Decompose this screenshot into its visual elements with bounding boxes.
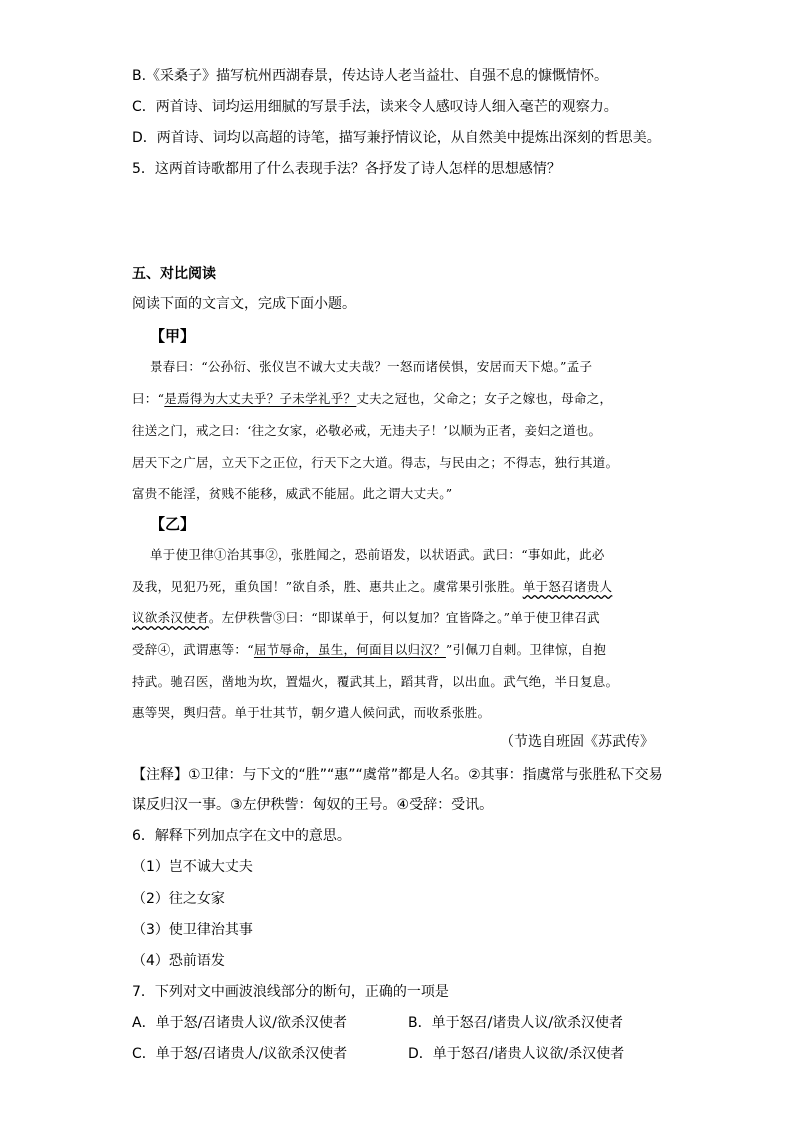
- q7-option-c: C．单于怒/召诸贵人/议欲杀汉使者: [132, 1046, 348, 1062]
- q7-option-d: D．单于怒召/诸贵人议欲/杀汉使者: [408, 1046, 625, 1062]
- q7-option-a: A．单于怒/召诸贵人议/欲杀汉使者: [132, 1015, 348, 1031]
- underlined-text: 是焉得为大丈夫乎？子未学礼乎？: [164, 391, 357, 406]
- passage-jia-line: 景春曰：“公孙衍、张仪岂不诚大丈夫哉？一怒而诸侯惧，安居而天下熄。”孟子: [150, 359, 593, 374]
- passage-yi-line: 单于使卫律①治其事②，张胜闻之，恐前语发，以状语武。武曰：“事如此，此必: [150, 547, 605, 562]
- text-span: 受辞④，武谓惠等：“: [132, 642, 254, 657]
- wavy-underlined-text: 单于怒召诸贵人: [522, 579, 613, 594]
- passage-yi-label: 【乙】: [150, 515, 196, 533]
- option-c: C．两首诗、词均运用细腻的写景手法，读来令人感叹诗人细入毫芒的观察力。: [132, 99, 618, 115]
- option-d: D．两首诗、词均以高超的诗笔，描写兼抒情议论，从自然美中提炼出深刻的哲思美。: [132, 130, 661, 146]
- text-span: ”引佩刀自刺。卫律惊，自抱: [445, 642, 607, 657]
- question-6-item: （1）岂不诚大丈夫: [132, 859, 253, 875]
- passage-jia-line: 往送之门，戒之曰：‘往之女家，必敬必戒，无违夫子！’以顺为正者，妾妇之道也。: [132, 423, 602, 438]
- passage-yi-line: [132, 577, 612, 597]
- wavy-underlined-text: 议欲杀汉使者: [132, 610, 209, 625]
- passage-source: （节选自班固《苏武传》: [500, 734, 654, 750]
- text-span: 丈夫之冠也，父命之；女子之嫁也，母命之，: [356, 391, 613, 406]
- option-b: B.《采桑子》描写杭州西湖春景，传达诗人老当益壮、自强不息的慷慨情怀。: [132, 68, 609, 84]
- q7-option-b: B．单于怒召/诸贵人议/欲杀汉使者: [408, 1015, 624, 1031]
- notes-line: 谋反归汉一事。③左伊秩訾：匈奴的王号。④受辞：受讯。: [132, 797, 494, 813]
- text-span: 。左伊秩訾③曰：“即谋单于，何以复加？宜皆降之。”单于使卫律召武: [208, 610, 600, 625]
- question-6-item: （3）使卫律治其事: [132, 922, 253, 938]
- question-7-stem: 7．下列对文中画波浪线部分的断句，正确的一项是: [132, 984, 449, 1000]
- underlined-text: 屈节辱命，虽生，何面目以归汉？: [253, 642, 446, 657]
- passage-yi-line: [132, 608, 600, 628]
- text-span: 及我，见犯乃死，重负国！”欲自杀，胜、惠共止之。虞常果引张胜。: [132, 579, 523, 594]
- section-instruction: 阅读下面的文言文，完成下面小题。: [132, 296, 356, 312]
- question-6-item: （2）往之女家: [132, 891, 225, 907]
- passage-jia-label: 【甲】: [150, 327, 196, 345]
- text-span: 曰：“: [132, 391, 165, 406]
- notes-line: 【注释】①卫律：与下文的“胜”“惠”“虞常”都是人名。②其事：指虞常与张胜私下交易: [132, 767, 663, 783]
- section-title: 五、对比阅读: [132, 266, 216, 282]
- passage-yi-line: [132, 640, 606, 660]
- question-5: 5．这两首诗歌都用了什么表现手法？各抒发了诗人怎样的思想感情？: [132, 161, 561, 177]
- passage-jia-line: 居天下之广居，立天下之正位，行天下之大道。得志，与民由之；不得志，独行其道。: [132, 455, 619, 470]
- passage-jia-line: 富贵不能淫，贫贱不能移，威武不能屈。此之谓大丈夫。”: [132, 486, 453, 501]
- passage-yi-line: 惠等哭，舆归营。单于壮其节，朝夕遣人候问武，而收系张胜。: [132, 705, 491, 720]
- passage-jia-line: [132, 389, 612, 409]
- passage-yi-line: 持武。驰召医，凿地为坎，置煴火，覆武其上，蹈其背，以出血。武气绝，半日复息。: [132, 674, 619, 689]
- question-6-stem: 6．解释下列加点字在文中的意思。: [132, 828, 351, 844]
- question-6-item: （4）恐前语发: [132, 953, 225, 969]
